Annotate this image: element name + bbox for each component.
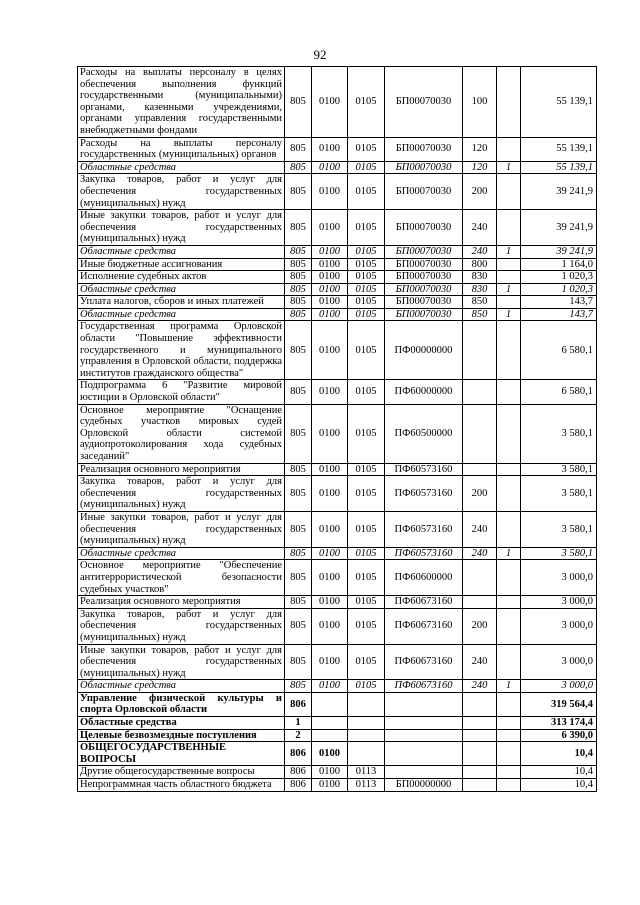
fund-code-cell — [497, 729, 521, 742]
table-row — [78, 596, 597, 609]
section-code-cell: 0100 — [312, 308, 348, 321]
amount-cell: 10,4 — [521, 779, 597, 792]
amount-cell: 319 564,4 — [521, 692, 597, 716]
expense-type-cell — [463, 463, 497, 476]
expense-type-cell — [463, 560, 497, 596]
grbs-code-cell: 805 — [285, 271, 312, 284]
section-code-cell: 0100 — [312, 560, 348, 596]
table-row — [78, 137, 597, 161]
subsection-code-cell: 0105 — [348, 308, 385, 321]
expense-type-cell — [463, 596, 497, 609]
table-row — [78, 644, 597, 680]
subsection-code-cell: 0105 — [348, 680, 385, 693]
row-name-cell: Реализация основного мероприятия — [78, 596, 285, 609]
subsection-code-cell: 0105 — [348, 283, 385, 296]
grbs-code-cell: 805 — [285, 644, 312, 680]
row-name-cell: Исполнение судебных актов — [78, 271, 285, 284]
row-name-cell: Областные средства — [78, 245, 285, 258]
amount-cell: 3 000,0 — [521, 680, 597, 693]
subsection-code-cell: 0105 — [348, 245, 385, 258]
row-name-cell: Непрограммная часть областного бюджета — [78, 779, 285, 792]
target-article-cell: ПФ60673160 — [385, 596, 463, 609]
expense-type-cell: 120 — [463, 137, 497, 161]
fund-code-cell: 1 — [497, 283, 521, 296]
fund-code-cell — [497, 404, 521, 463]
target-article-cell: ПФ60000000 — [385, 380, 463, 404]
section-code-cell: 0100 — [312, 404, 348, 463]
expense-type-cell: 240 — [463, 210, 497, 246]
fund-code-cell — [497, 692, 521, 716]
amount-cell: 3 580,1 — [521, 404, 597, 463]
table-row — [78, 258, 597, 271]
fund-code-cell — [497, 271, 521, 284]
fund-code-cell — [497, 596, 521, 609]
row-name-cell: Другие общегосударственные вопросы — [78, 766, 285, 779]
amount-cell: 3 000,0 — [521, 560, 597, 596]
row-name-cell: Иные бюджетные ассигнования — [78, 258, 285, 271]
expense-type-cell: 830 — [463, 283, 497, 296]
row-name-cell: Областные средства — [78, 547, 285, 560]
expense-type-cell: 120 — [463, 161, 497, 174]
expense-type-cell — [463, 321, 497, 380]
section-code-cell: 0100 — [312, 608, 348, 644]
grbs-code-cell: 805 — [285, 560, 312, 596]
grbs-code-cell: 805 — [285, 680, 312, 693]
subsection-code-cell: 0105 — [348, 476, 385, 512]
expense-type-cell: 100 — [463, 67, 497, 138]
row-name-cell: Расходы на выплаты персоналу государственных (муниципальных) органов — [78, 137, 285, 161]
table-row — [78, 404, 597, 463]
subsection-code-cell: 0105 — [348, 380, 385, 404]
section-code-cell: 0100 — [312, 644, 348, 680]
amount-cell: 143,7 — [521, 296, 597, 309]
section-code-cell: 0100 — [312, 779, 348, 792]
subsection-code-cell: 0105 — [348, 596, 385, 609]
target-article-cell: БП00070030 — [385, 67, 463, 138]
amount-cell: 10,4 — [521, 742, 597, 766]
table-row — [78, 511, 597, 547]
section-code-cell: 0100 — [312, 766, 348, 779]
grbs-code-cell: 805 — [285, 308, 312, 321]
amount-cell: 3 580,1 — [521, 511, 597, 547]
table-row — [78, 608, 597, 644]
target-article-cell: БП00070030 — [385, 161, 463, 174]
subsection-code-cell: 0105 — [348, 210, 385, 246]
subsection-code-cell: 0113 — [348, 766, 385, 779]
section-code-cell: 0100 — [312, 321, 348, 380]
fund-code-cell — [497, 174, 521, 210]
grbs-code-cell: 805 — [285, 161, 312, 174]
table-row — [78, 321, 597, 380]
section-code-cell: 0100 — [312, 174, 348, 210]
table-row — [78, 717, 597, 730]
subsection-code-cell: 0105 — [348, 271, 385, 284]
grbs-code-cell: 1 — [285, 717, 312, 730]
fund-code-cell — [497, 67, 521, 138]
section-code-cell: 0100 — [312, 511, 348, 547]
fund-code-cell — [497, 511, 521, 547]
amount-cell: 1 020,3 — [521, 271, 597, 284]
subsection-code-cell: 0105 — [348, 644, 385, 680]
expense-type-cell — [463, 404, 497, 463]
fund-code-cell — [497, 380, 521, 404]
subsection-code-cell — [348, 742, 385, 766]
table-row — [78, 283, 597, 296]
amount-cell: 55 139,1 — [521, 67, 597, 138]
amount-cell: 313 174,4 — [521, 717, 597, 730]
grbs-code-cell: 805 — [285, 476, 312, 512]
row-name-cell: Закупка товаров, работ и услуг для обеспечения государственных (муниципальных) нужд — [78, 608, 285, 644]
table-row — [78, 547, 597, 560]
grbs-code-cell: 805 — [285, 67, 312, 138]
section-code-cell: 0100 — [312, 742, 348, 766]
row-name-cell: Расходы на выплаты персоналу в целях обеспечения выполнения функций государственными (муниципальными) органами, казенными учреждениями, органами управления государственными внебюджетными фондами — [78, 67, 285, 138]
table-row — [78, 380, 597, 404]
section-code-cell: 0100 — [312, 271, 348, 284]
grbs-code-cell: 805 — [285, 283, 312, 296]
row-name-cell: Основное мероприятие "Оснащение судебных участков мировых судей Орловской области системой аудиопротоколирования хода судебных заседаний" — [78, 404, 285, 463]
target-article-cell — [385, 729, 463, 742]
amount-cell: 6 390,0 — [521, 729, 597, 742]
amount-cell: 39 241,9 — [521, 245, 597, 258]
section-code-cell — [312, 717, 348, 730]
budget-table — [77, 66, 597, 792]
table-row — [78, 779, 597, 792]
expense-type-cell: 240 — [463, 644, 497, 680]
target-article-cell: БП00070030 — [385, 258, 463, 271]
grbs-code-cell: 805 — [285, 296, 312, 309]
fund-code-cell — [497, 476, 521, 512]
table-row — [78, 742, 597, 766]
subsection-code-cell: 0105 — [348, 560, 385, 596]
row-name-cell: ОБЩЕГОСУДАРСТВЕННЫЕ ВОПРОСЫ — [78, 742, 285, 766]
expense-type-cell — [463, 779, 497, 792]
table-row — [78, 729, 597, 742]
row-name-cell: Областные средства — [78, 308, 285, 321]
grbs-code-cell: 806 — [285, 779, 312, 792]
target-article-cell: ПФ60573160 — [385, 547, 463, 560]
section-code-cell: 0100 — [312, 596, 348, 609]
table-row — [78, 476, 597, 512]
target-article-cell: БП00070030 — [385, 296, 463, 309]
expense-type-cell — [463, 729, 497, 742]
subsection-code-cell: 0105 — [348, 547, 385, 560]
grbs-code-cell: 805 — [285, 547, 312, 560]
fund-code-cell — [497, 137, 521, 161]
subsection-code-cell: 0105 — [348, 258, 385, 271]
amount-cell: 3 580,1 — [521, 476, 597, 512]
subsection-code-cell: 0105 — [348, 161, 385, 174]
amount-cell: 143,7 — [521, 308, 597, 321]
amount-cell: 3 580,1 — [521, 463, 597, 476]
grbs-code-cell: 805 — [285, 174, 312, 210]
target-article-cell: ПФ60673160 — [385, 608, 463, 644]
subsection-code-cell: 0105 — [348, 67, 385, 138]
subsection-code-cell: 0105 — [348, 137, 385, 161]
amount-cell: 55 139,1 — [521, 161, 597, 174]
row-name-cell: Иные закупки товаров, работ и услуг для обеспечения государственных (муниципальных) нужд — [78, 210, 285, 246]
section-code-cell — [312, 692, 348, 716]
amount-cell: 1 164,0 — [521, 258, 597, 271]
amount-cell: 3 580,1 — [521, 547, 597, 560]
target-article-cell: ПФ60673160 — [385, 644, 463, 680]
expense-type-cell: 830 — [463, 271, 497, 284]
subsection-code-cell: 0105 — [348, 511, 385, 547]
target-article-cell: БП00070030 — [385, 174, 463, 210]
fund-code-cell — [497, 766, 521, 779]
expense-type-cell: 240 — [463, 547, 497, 560]
table-row — [78, 210, 597, 246]
row-name-cell: Областные средства — [78, 717, 285, 730]
target-article-cell: БП00070030 — [385, 283, 463, 296]
section-code-cell: 0100 — [312, 680, 348, 693]
row-name-cell: Областные средства — [78, 680, 285, 693]
amount-cell: 3 000,0 — [521, 608, 597, 644]
subsection-code-cell — [348, 729, 385, 742]
amount-cell: 6 580,1 — [521, 380, 597, 404]
fund-code-cell — [497, 742, 521, 766]
subsection-code-cell: 0113 — [348, 779, 385, 792]
row-name-cell: Реализация основного мероприятия — [78, 463, 285, 476]
target-article-cell: ПФ00000000 — [385, 321, 463, 380]
grbs-code-cell: 805 — [285, 596, 312, 609]
fund-code-cell — [497, 210, 521, 246]
expense-type-cell — [463, 766, 497, 779]
grbs-code-cell: 805 — [285, 511, 312, 547]
section-code-cell: 0100 — [312, 137, 348, 161]
table-row — [78, 308, 597, 321]
row-name-cell: Иные закупки товаров, работ и услуг для обеспечения государственных (муниципальных) нужд — [78, 511, 285, 547]
target-article-cell: ПФ60573160 — [385, 463, 463, 476]
subsection-code-cell: 0105 — [348, 404, 385, 463]
row-name-cell: Областные средства — [78, 283, 285, 296]
amount-cell: 10,4 — [521, 766, 597, 779]
subsection-code-cell: 0105 — [348, 463, 385, 476]
target-article-cell: БП00070030 — [385, 137, 463, 161]
expense-type-cell — [463, 692, 497, 716]
row-name-cell: Основное мероприятие "Обеспечение антитеррористической безопасности судебных участков" — [78, 560, 285, 596]
grbs-code-cell: 805 — [285, 258, 312, 271]
target-article-cell: БП00070030 — [385, 245, 463, 258]
expense-type-cell: 240 — [463, 245, 497, 258]
expense-type-cell: 200 — [463, 174, 497, 210]
grbs-code-cell: 806 — [285, 742, 312, 766]
table-row — [78, 766, 597, 779]
grbs-code-cell: 805 — [285, 608, 312, 644]
grbs-code-cell: 2 — [285, 729, 312, 742]
target-article-cell: ПФ60573160 — [385, 511, 463, 547]
page-number: 92 — [313, 47, 327, 62]
fund-code-cell — [497, 779, 521, 792]
row-name-cell: Закупка товаров, работ и услуг для обеспечения государственных (муниципальных) нужд — [78, 476, 285, 512]
section-code-cell: 0100 — [312, 67, 348, 138]
row-name-cell: Подпрограмма 6 "Развитие мировой юстиции в Орловской области" — [78, 380, 285, 404]
table-row — [78, 680, 597, 693]
amount-cell: 3 000,0 — [521, 644, 597, 680]
row-name-cell: Целевые безвозмездные поступления — [78, 729, 285, 742]
grbs-code-cell: 806 — [285, 766, 312, 779]
section-code-cell: 0100 — [312, 283, 348, 296]
subsection-code-cell — [348, 717, 385, 730]
table-row — [78, 67, 597, 138]
fund-code-cell: 1 — [497, 245, 521, 258]
amount-cell: 1 020,3 — [521, 283, 597, 296]
fund-code-cell — [497, 296, 521, 309]
expense-type-cell — [463, 717, 497, 730]
subsection-code-cell: 0105 — [348, 174, 385, 210]
expense-type-cell: 200 — [463, 476, 497, 512]
fund-code-cell — [497, 258, 521, 271]
table-row — [78, 560, 597, 596]
grbs-code-cell: 805 — [285, 321, 312, 380]
expense-type-cell: 240 — [463, 511, 497, 547]
section-code-cell: 0100 — [312, 463, 348, 476]
target-article-cell: БП00070030 — [385, 271, 463, 284]
target-article-cell: БП00070030 — [385, 210, 463, 246]
target-article-cell — [385, 717, 463, 730]
section-code-cell: 0100 — [312, 161, 348, 174]
fund-code-cell: 1 — [497, 161, 521, 174]
amount-cell: 39 241,9 — [521, 174, 597, 210]
table-row — [78, 692, 597, 716]
target-article-cell: БП00070030 — [385, 308, 463, 321]
amount-cell: 55 139,1 — [521, 137, 597, 161]
grbs-code-cell: 805 — [285, 380, 312, 404]
row-name-cell: Государственная программа Орловской области "Повышение эффективности государственного и муниципального управления в Орловской области, поддержка институтов гражданского общества" — [78, 321, 285, 380]
grbs-code-cell: 805 — [285, 404, 312, 463]
grbs-code-cell: 805 — [285, 210, 312, 246]
section-code-cell: 0100 — [312, 547, 348, 560]
fund-code-cell: 1 — [497, 547, 521, 560]
expense-type-cell: 240 — [463, 680, 497, 693]
expense-type-cell: 850 — [463, 308, 497, 321]
fund-code-cell — [497, 644, 521, 680]
expense-type-cell: 800 — [463, 258, 497, 271]
expense-type-cell — [463, 380, 497, 404]
table-row — [78, 463, 597, 476]
target-article-cell: ПФ60573160 — [385, 476, 463, 512]
grbs-code-cell: 805 — [285, 245, 312, 258]
table-row — [78, 296, 597, 309]
subsection-code-cell — [348, 692, 385, 716]
row-name-cell: Управление физической культуры и спорта Орловской области — [78, 692, 285, 716]
row-name-cell: Закупка товаров, работ и услуг для обеспечения государственных (муниципальных) нужд — [78, 174, 285, 210]
target-article-cell: ПФ60500000 — [385, 404, 463, 463]
fund-code-cell — [497, 560, 521, 596]
fund-code-cell — [497, 608, 521, 644]
section-code-cell: 0100 — [312, 296, 348, 309]
row-name-cell: Иные закупки товаров, работ и услуг для обеспечения государственных (муниципальных) нужд — [78, 644, 285, 680]
fund-code-cell: 1 — [497, 308, 521, 321]
target-article-cell — [385, 742, 463, 766]
grbs-code-cell: 806 — [285, 692, 312, 716]
target-article-cell: ПФ60673160 — [385, 680, 463, 693]
grbs-code-cell: 805 — [285, 137, 312, 161]
amount-cell: 6 580,1 — [521, 321, 597, 380]
target-article-cell: ПФ60600000 — [385, 560, 463, 596]
table-row — [78, 174, 597, 210]
subsection-code-cell: 0105 — [348, 608, 385, 644]
target-article-cell — [385, 692, 463, 716]
table-row — [78, 245, 597, 258]
subsection-code-cell: 0105 — [348, 321, 385, 380]
section-code-cell: 0100 — [312, 258, 348, 271]
amount-cell: 39 241,9 — [521, 210, 597, 246]
section-code-cell — [312, 729, 348, 742]
target-article-cell — [385, 766, 463, 779]
section-code-cell: 0100 — [312, 245, 348, 258]
expense-type-cell — [463, 742, 497, 766]
amount-cell: 3 000,0 — [521, 596, 597, 609]
fund-code-cell — [497, 463, 521, 476]
fund-code-cell: 1 — [497, 680, 521, 693]
table-row — [78, 271, 597, 284]
section-code-cell: 0100 — [312, 380, 348, 404]
section-code-cell: 0100 — [312, 210, 348, 246]
grbs-code-cell: 805 — [285, 463, 312, 476]
expense-type-cell: 200 — [463, 608, 497, 644]
fund-code-cell — [497, 321, 521, 380]
subsection-code-cell: 0105 — [348, 296, 385, 309]
expense-type-cell: 850 — [463, 296, 497, 309]
fund-code-cell — [497, 717, 521, 730]
row-name-cell: Областные средства — [78, 161, 285, 174]
target-article-cell: БП00000000 — [385, 779, 463, 792]
section-code-cell: 0100 — [312, 476, 348, 512]
row-name-cell: Уплата налогов, сборов и иных платежей — [78, 296, 285, 309]
table-row — [78, 161, 597, 174]
